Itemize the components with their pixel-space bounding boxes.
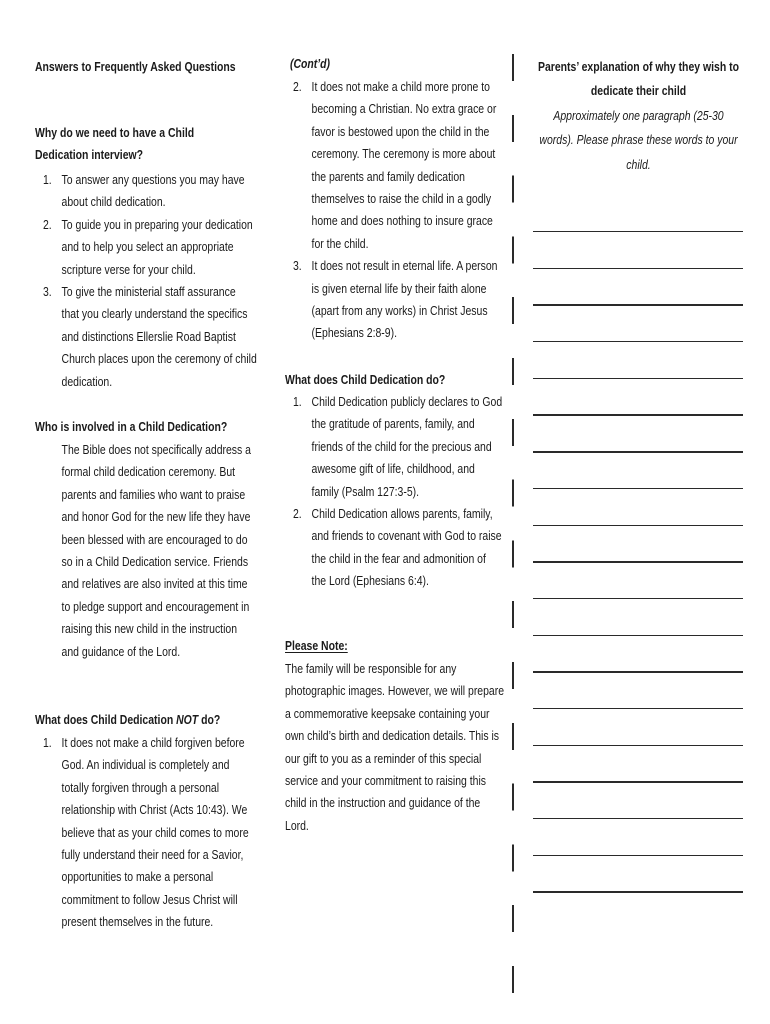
text-line: Church places upon the ceremony of child	[61, 352, 257, 367]
answer-line	[533, 341, 743, 342]
list-number: 3.	[292, 259, 302, 274]
explanation-instructions	[533, 104, 743, 177]
text-line: family (Psalm 127:3-5).	[311, 484, 420, 499]
answer-line	[533, 268, 743, 269]
list-number: 1.	[42, 736, 52, 750]
answer-line	[533, 855, 743, 856]
answer-line	[533, 598, 743, 599]
text-line: It does not result in eternal life. A person	[311, 259, 498, 274]
text-line: (apart from any works) in Christ Jesus	[311, 303, 488, 318]
heading-line: Dedication interview?	[35, 148, 144, 163]
text-line: formal child dedication ceremony. But	[61, 465, 236, 480]
text-line: Lord.	[285, 818, 309, 833]
faq-column-left	[35, 0, 257, 1024]
text-line: ceremony. The ceremony is more about	[311, 147, 496, 162]
answer-lines	[533, 231, 743, 893]
list-number: 2.	[42, 217, 52, 232]
heading-line: Who is involved in a Child Dedication?	[35, 420, 228, 434]
text-line: To answer any questions you may have	[61, 173, 245, 187]
text-line: and honor God for the new life they have	[61, 510, 251, 525]
text-line: fully understand their need for a Savior,	[61, 847, 244, 862]
text-line: It does not make a child more prone to	[311, 80, 490, 94]
section-heading-not-do	[35, 709, 245, 731]
text-line: service and your commitment to raising this	[285, 773, 487, 788]
text-line: and relatives are also invited at this time	[61, 577, 248, 592]
section-heading-do	[285, 369, 495, 391]
answer-line	[533, 891, 743, 892]
text-line: The Bible does not specifically address a	[61, 443, 251, 457]
text-line: photographic images. However, we will prepare	[285, 684, 505, 699]
text-line: been blessed with are encouraged to do	[61, 532, 248, 547]
faq-title	[35, 56, 245, 78]
faq-column-middle	[285, 0, 505, 1024]
text-line: and to help you select an appropriate	[61, 240, 234, 255]
text-line: relationship with Christ (Acts 10:43). We	[61, 803, 248, 818]
explanation-title	[533, 55, 743, 104]
text-line: so in a Child Dedication service. Friends	[61, 554, 249, 569]
text-line: and distinctions Ellerslie Road Baptist	[61, 329, 236, 344]
list-item	[285, 255, 498, 345]
note-heading	[285, 635, 495, 657]
list-item	[35, 214, 253, 281]
continued-label	[290, 53, 495, 75]
heading-text: What does Child Dedication	[35, 713, 174, 727]
text-line: is given eternal life by their faith alone	[311, 281, 487, 296]
text-line: present themselves in the future.	[61, 915, 214, 930]
text-line: raising this new child in the instruction	[61, 622, 238, 637]
text-line: opportunities to make a personal	[61, 870, 214, 885]
text-line: child in the instruction and guidance of the	[285, 796, 481, 811]
not-do-list	[35, 732, 249, 934]
text-line: totally forgiven through a personal	[61, 780, 220, 795]
text-line: the parents and family dedication	[311, 169, 465, 184]
note-heading-text: Please Note:	[285, 639, 348, 653]
instruction-line: Approximately one paragraph (25-30	[552, 109, 724, 123]
section-heading-involved	[35, 416, 245, 438]
answer-line	[533, 635, 743, 636]
answer-line	[533, 708, 743, 709]
faq-title-text: Answers to Frequently Asked Questions	[35, 60, 236, 74]
text-line: believe that as your child comes to more	[61, 825, 249, 840]
answer-line	[533, 488, 743, 489]
list-item	[35, 281, 257, 393]
text-line: To guide you in preparing your dedication	[61, 217, 253, 232]
interview-reasons-list	[35, 169, 257, 393]
title-line: Parents’ explanation of why they wish to	[537, 60, 739, 74]
text-line: parents and families who want to praise	[61, 487, 246, 502]
text-line: home and does nothing to insure grace	[311, 214, 493, 229]
heading-text: do?	[201, 713, 221, 727]
text-line: to pledge support and encouragement in	[61, 599, 250, 614]
text-line: that you clearly understand the specifics	[61, 307, 248, 322]
list-item	[285, 503, 502, 593]
text-line: It does not make a child forgiven before	[61, 736, 245, 750]
answer-line	[533, 745, 743, 746]
text-line: own child’s birth and dedication details. This is	[285, 729, 500, 744]
heading-line: Why do we need to have a Child	[35, 126, 195, 140]
continued-label-text: (Cont’d)	[289, 57, 331, 71]
text-line: To give the ministerial staff assurance	[61, 284, 236, 299]
text-line: favor is bestowed upon the child in the	[311, 124, 490, 139]
instruction-line: child.	[625, 157, 651, 172]
title-line: dedicate their child	[590, 84, 686, 99]
answer-line	[533, 781, 743, 782]
text-line: God. An individual is completely and	[61, 758, 230, 773]
answer-line	[533, 451, 743, 452]
heading-line	[35, 709, 245, 731]
fold-divider	[512, 54, 514, 996]
involved-paragraph	[35, 439, 251, 663]
text-line: Child Dedication publicly declares to God	[311, 395, 503, 409]
answer-line	[533, 818, 743, 819]
answer-line	[533, 304, 743, 305]
heading-emphasis: NOT	[176, 713, 199, 727]
note-heading-line	[285, 635, 495, 657]
answer-line	[533, 378, 743, 379]
text-line: the Lord (Ephesians 6:4).	[311, 574, 429, 589]
section-heading-interview	[35, 122, 245, 167]
do-list	[285, 391, 503, 593]
list-number: 2.	[292, 80, 302, 94]
text-line: (Ephesians 2:8-9).	[311, 326, 397, 341]
answer-line	[533, 231, 743, 232]
list-number: 3.	[42, 284, 52, 299]
answer-line	[533, 671, 743, 672]
text-line: friends of the child for the precious and	[311, 439, 492, 454]
answer-line	[533, 525, 743, 526]
heading-line: What does Child Dedication do?	[285, 373, 446, 387]
list-number: 1.	[42, 173, 52, 187]
text-line: a commemorative keepsake containing your	[285, 706, 490, 721]
text-line: scripture verse for your child.	[61, 262, 196, 277]
text-line: dedication.	[61, 374, 113, 389]
list-item	[35, 169, 245, 214]
text-line: becoming a Christian. No extra grace or	[311, 102, 497, 117]
text-line: the child in the fear and admonition of	[311, 551, 486, 566]
not-do-list-continued	[285, 76, 498, 345]
text-line: for the child.	[311, 236, 369, 251]
answer-line	[533, 561, 743, 562]
list-item	[35, 732, 249, 934]
instruction-line: words). Please phrase these words to your	[538, 133, 738, 148]
text-line: commitment to follow Jesus Christ will	[61, 892, 238, 907]
list-item	[285, 391, 503, 503]
text-line: and friends to covenant with God to raise	[311, 529, 502, 544]
text-line: Child Dedication allows parents, family,	[311, 506, 493, 521]
list-number: 2.	[292, 506, 302, 521]
answer-line	[533, 414, 743, 415]
text-line: themselves to raise the child in a godly	[311, 191, 492, 206]
text-line: and guidance of the Lord.	[61, 644, 181, 659]
text-line: the gratitude of parents, family, and	[311, 417, 475, 432]
text-line: awesome gift of life, childhood, and	[311, 462, 475, 477]
note-paragraph	[285, 658, 505, 837]
text-line: our gift to you as a reminder of this special	[285, 751, 482, 766]
text-line: The family will be responsible for any	[285, 662, 457, 676]
text-line: about child dedication.	[61, 195, 166, 210]
list-item	[285, 76, 495, 255]
list-number: 1.	[292, 395, 302, 409]
